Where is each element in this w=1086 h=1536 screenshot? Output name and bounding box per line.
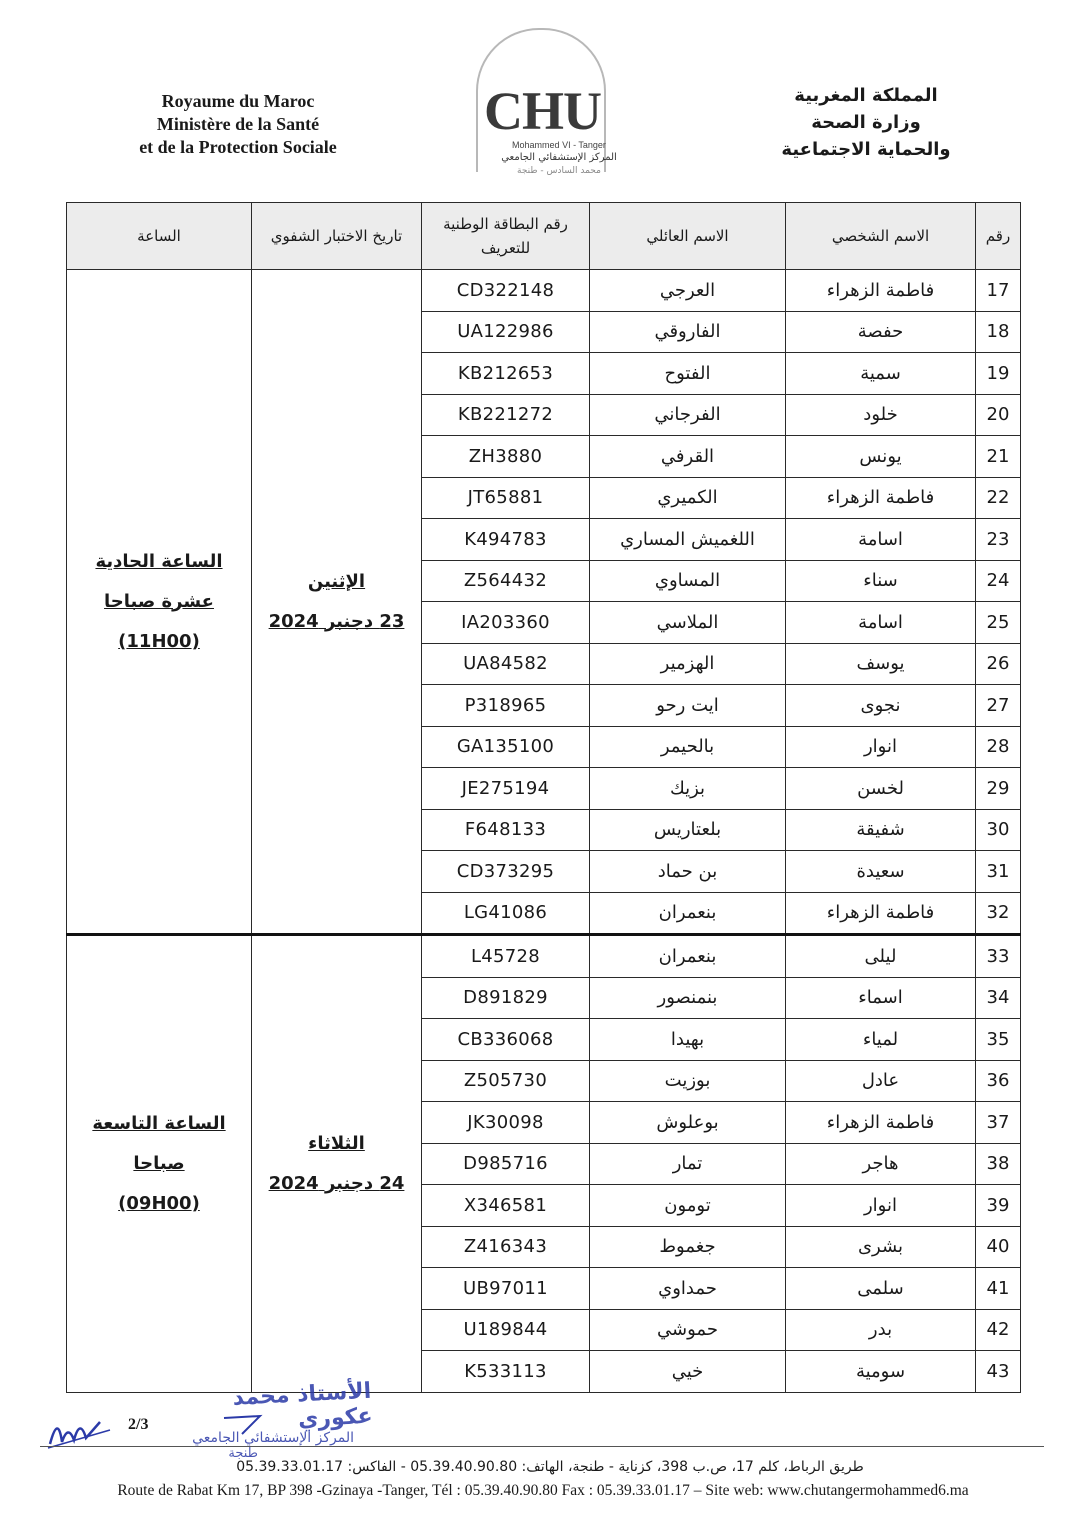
first-name-cell: سومية <box>786 1351 976 1393</box>
row-number: 21 <box>976 436 1021 478</box>
last-name-cell: الفرجاني <box>590 394 786 436</box>
header-date: تاريخ الاختبار الشفوي <box>252 203 422 270</box>
header-arabic <box>736 82 996 163</box>
first-name-cell: فاطمة الزهراء <box>786 477 976 519</box>
last-name-cell: حموشي <box>590 1309 786 1351</box>
footer-arabic: طريق الرباط، كلم 17، ص.ب 398، كزناية - طنجة، الهاتف: 05.39.40.90.80 - الفاكس: 05.39.33.01.17 <box>236 1459 864 1475</box>
first-name-cell: لخسن <box>786 768 976 810</box>
row-number: 42 <box>976 1309 1021 1351</box>
first-name-cell: اسماء <box>786 977 976 1019</box>
last-name-cell: تمار <box>590 1143 786 1185</box>
row-number: 31 <box>976 851 1021 893</box>
exam-time-cell <box>67 270 252 935</box>
row-number: 36 <box>976 1060 1021 1102</box>
cin-cell: P318965 <box>422 685 590 727</box>
cin-cell: UA122986 <box>422 311 590 353</box>
cin-cell: JE275194 <box>422 768 590 810</box>
row-number: 43 <box>976 1351 1021 1393</box>
cin-cell: D891829 <box>422 977 590 1019</box>
header-ar-line-1: المملكة المغربية <box>794 85 938 106</box>
cin-cell: F648133 <box>422 809 590 851</box>
exam-date: 24 دجنبر 2024 <box>268 1172 405 1194</box>
row-number: 38 <box>976 1143 1021 1185</box>
first-name-cell: هاجر <box>786 1143 976 1185</box>
row-number: 20 <box>976 394 1021 436</box>
last-name-cell: القرفي <box>590 436 786 478</box>
last-name-cell: جغموط <box>590 1226 786 1268</box>
cin-cell: KB221272 <box>422 394 590 436</box>
header-fr-line-2: Ministère de la Santé <box>156 114 320 134</box>
last-name-cell: بهيدا <box>590 1019 786 1061</box>
cin-cell: X346581 <box>422 1185 590 1227</box>
last-name-cell: الهزمير <box>590 643 786 685</box>
cin-cell: CD373295 <box>422 851 590 893</box>
cin-cell: Z416343 <box>422 1226 590 1268</box>
last-name-cell: ايت رحو <box>590 685 786 727</box>
row-number: 22 <box>976 477 1021 519</box>
stamp-line-2: المركز الإستشفائي الجامعي <box>192 1430 354 1446</box>
first-name-cell: سعيدة <box>786 851 976 893</box>
first-name-cell: بشرى <box>786 1226 976 1268</box>
chu-logo <box>462 28 642 178</box>
first-name-cell: اسامة <box>786 519 976 561</box>
header-cin: رقم البطاقة الوطنية للتعريف <box>422 203 590 270</box>
exam-date-cell <box>252 935 422 1393</box>
exam-day: الثلاثاء <box>308 1132 365 1154</box>
logo-subtitle: Mohammed VI - Tanger <box>512 140 606 150</box>
cin-cell: KB212653 <box>422 353 590 395</box>
row-number: 34 <box>976 977 1021 1019</box>
header-french <box>88 90 388 159</box>
last-name-cell: تومون <box>590 1185 786 1227</box>
cin-cell: Z505730 <box>422 1060 590 1102</box>
first-name-cell: خلود <box>786 394 976 436</box>
last-name-cell: الفتوح <box>590 353 786 395</box>
first-name-cell: حفصة <box>786 311 976 353</box>
footer-french: Route de Rabat Km 17, BP 398 -Gzinaya -Tanger, Tél : 05.39.40.90.80 Fax : 05.39.33.01.17 – Site web: www.chutangermohammed6.ma <box>117 1482 969 1499</box>
table-row <box>67 270 1021 312</box>
row-number: 17 <box>976 270 1021 312</box>
last-name-cell: بزيك <box>590 768 786 810</box>
last-name-cell: العرجي <box>590 270 786 312</box>
first-name-cell: انوار <box>786 726 976 768</box>
header-fr-line-3: et de la Protection Sociale <box>139 137 337 157</box>
footer-divider <box>40 1446 1044 1447</box>
last-name-cell: بالحيمر <box>590 726 786 768</box>
first-name-cell: سمية <box>786 353 976 395</box>
last-name-cell: اللغميش المساري <box>590 519 786 561</box>
logo-ar-line-1: المركز الإستشفائي الجامعي <box>501 152 617 163</box>
header-first-name: الاسم الشخصي <box>786 203 976 270</box>
stamp-line-1: الأستاذ محمد عكوري <box>232 1378 374 1433</box>
cin-cell: JT65881 <box>422 477 590 519</box>
first-name-cell: ليلى <box>786 935 976 978</box>
cin-cell: CD322148 <box>422 270 590 312</box>
logo-text: CHU <box>484 81 601 141</box>
first-name-cell: لمياء <box>786 1019 976 1061</box>
row-number: 33 <box>976 935 1021 978</box>
row-number: 37 <box>976 1102 1021 1144</box>
last-name-cell: بلعتاريس <box>590 809 786 851</box>
last-name-cell: المساوي <box>590 560 786 602</box>
first-name-cell: فاطمة الزهراء <box>786 892 976 935</box>
exam-day: الإثنين <box>307 570 366 592</box>
row-number: 29 <box>976 768 1021 810</box>
logo-ar-line-2: محمد السادس - طنجة <box>517 166 601 176</box>
table-row <box>67 935 1021 978</box>
row-number: 18 <box>976 311 1021 353</box>
cin-cell: UA84582 <box>422 643 590 685</box>
row-number: 27 <box>976 685 1021 727</box>
candidates-table <box>66 202 1021 1393</box>
cin-cell: K533113 <box>422 1351 590 1393</box>
row-number: 30 <box>976 809 1021 851</box>
header-fr-line-1: Royaume du Maroc <box>161 91 315 111</box>
cin-cell: K494783 <box>422 519 590 561</box>
first-name-cell: نجوى <box>786 685 976 727</box>
row-number: 35 <box>976 1019 1021 1061</box>
first-name-cell: يوسف <box>786 643 976 685</box>
cin-cell: IA203360 <box>422 602 590 644</box>
cin-cell: CB336068 <box>422 1019 590 1061</box>
first-name-cell: فاطمة الزهراء <box>786 1102 976 1144</box>
exam-time-cell <box>67 935 252 1393</box>
first-name-cell: اسامة <box>786 602 976 644</box>
row-number: 40 <box>976 1226 1021 1268</box>
exam-time-line-1: الساعة الحادية <box>95 550 223 572</box>
stamp-line-3: طنجة <box>228 1446 258 1461</box>
header-last-name: الاسم العائلي <box>590 203 786 270</box>
row-number: 28 <box>976 726 1021 768</box>
row-number: 24 <box>976 560 1021 602</box>
last-name-cell: بوعلوش <box>590 1102 786 1144</box>
header-ar-line-3: والحماية الاجتماعية <box>781 139 951 160</box>
first-name-cell: يونس <box>786 436 976 478</box>
last-name-cell: بنعمران <box>590 935 786 978</box>
stamp-signature-icon <box>220 1408 280 1438</box>
cin-cell: GA135100 <box>422 726 590 768</box>
last-name-cell: حمداوي <box>590 1268 786 1310</box>
cin-cell: JK30098 <box>422 1102 590 1144</box>
cin-cell: D985716 <box>422 1143 590 1185</box>
last-name-cell: الملاسي <box>590 602 786 644</box>
exam-time-line-1: الساعة التاسعة <box>92 1112 226 1134</box>
last-name-cell: بنعمران <box>590 892 786 935</box>
exam-time-line-2: عشرة صباحا <box>104 590 214 612</box>
page-number: 2/3 <box>128 1416 149 1433</box>
exam-time-code: (09H00) <box>118 1192 200 1214</box>
last-name-cell: بن حماد <box>590 851 786 893</box>
header-time: الساعة <box>67 203 252 270</box>
last-name-cell: بنمنصور <box>590 977 786 1019</box>
first-name-cell: فاطمة الزهراء <box>786 270 976 312</box>
exam-time-code: (11H00) <box>118 630 200 652</box>
last-name-cell: الكميري <box>590 477 786 519</box>
cin-cell: ZH3880 <box>422 436 590 478</box>
row-number: 25 <box>976 602 1021 644</box>
first-name-cell: شفيقة <box>786 809 976 851</box>
cin-cell: L45728 <box>422 935 590 978</box>
cin-cell: Z564432 <box>422 560 590 602</box>
header-num: رقم <box>976 203 1021 270</box>
row-number: 39 <box>976 1185 1021 1227</box>
exam-time-line-2: صباحا <box>133 1152 185 1174</box>
first-name-cell: سلمى <box>786 1268 976 1310</box>
first-name-cell: عادل <box>786 1060 976 1102</box>
table-header-row <box>67 203 1021 270</box>
cin-cell: LG41086 <box>422 892 590 935</box>
exam-date: 23 دجنبر 2024 <box>268 610 405 632</box>
cin-cell: U189844 <box>422 1309 590 1351</box>
first-name-cell: انوار <box>786 1185 976 1227</box>
row-number: 23 <box>976 519 1021 561</box>
exam-date-cell <box>252 270 422 935</box>
row-number: 19 <box>976 353 1021 395</box>
last-name-cell: خيي <box>590 1351 786 1393</box>
header-ar-line-2: وزارة الصحة <box>811 112 921 133</box>
first-name-cell: بدر <box>786 1309 976 1351</box>
last-name-cell: الفاروقي <box>590 311 786 353</box>
first-name-cell: سناء <box>786 560 976 602</box>
last-name-cell: بوزيت <box>590 1060 786 1102</box>
row-number: 26 <box>976 643 1021 685</box>
cin-cell: UB97011 <box>422 1268 590 1310</box>
row-number: 32 <box>976 892 1021 935</box>
row-number: 41 <box>976 1268 1021 1310</box>
